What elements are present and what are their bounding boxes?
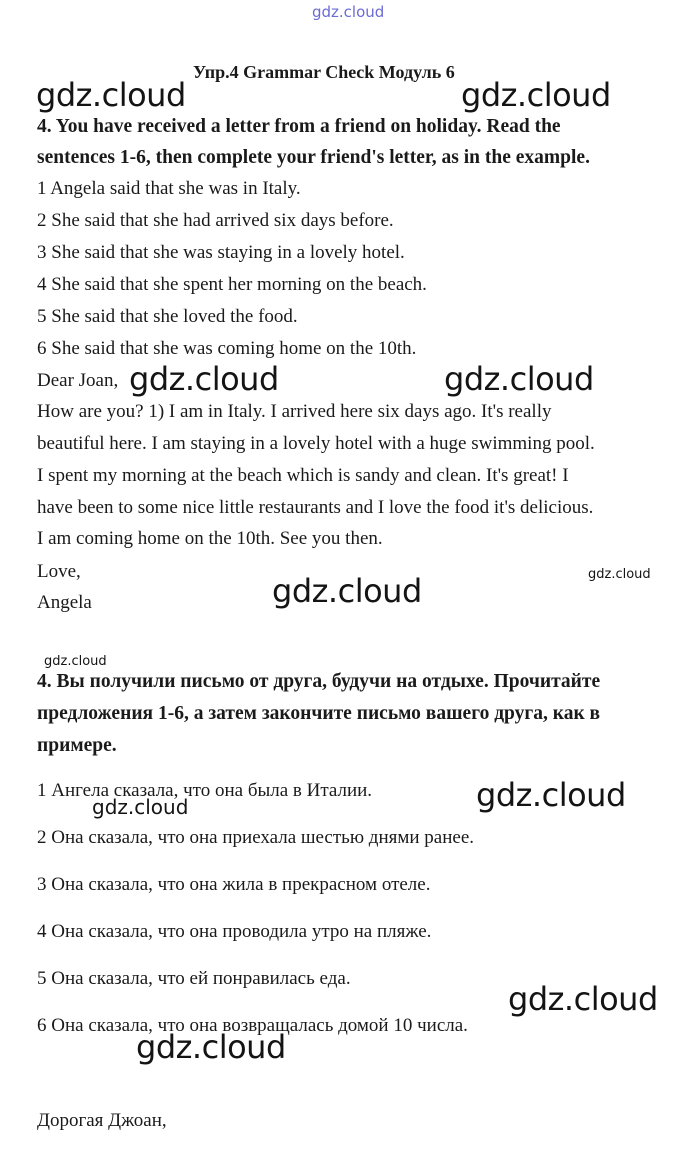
letter-greeting: Dear Joan, [37, 370, 119, 391]
english-instruction-line: sentences 1-6, then complete your friend's letter, as in the example. [37, 147, 590, 168]
watermark: gdz.cloud [272, 572, 422, 610]
watermark-small: gdz.cloud [44, 654, 107, 669]
letter-closing: Love, [37, 561, 81, 582]
russian-sentence: 2 Она сказала, что она приехала шестью днями ранее. [37, 827, 475, 848]
watermark: gdz.cloud [461, 76, 611, 114]
russian-instruction-line: 4. Вы получили письмо от друга, будучи на отдыхе. Прочитайте [37, 671, 601, 692]
english-sentence: 5 She said that she loved the food. [37, 306, 298, 327]
watermark: gdz.cloud [444, 360, 594, 398]
russian-sentence: 4 Она сказала, что она проводила утро на пляже. [37, 921, 432, 942]
letter-line: How are you? 1) I am in Italy. I arrived here six days ago. It's really [37, 401, 552, 422]
english-sentence: 3 She said that she was staying in a lovely hotel. [37, 242, 405, 263]
english-instruction-line: 4. You have received a letter from a friend on holiday. Read the [37, 116, 561, 137]
english-sentence: 1 Angela said that she was in Italy. [37, 178, 301, 199]
watermark: gdz.cloud [136, 1028, 286, 1066]
russian-sentence: 3 Она сказала, что она жила в прекрасном отеле. [37, 874, 431, 895]
russian-sentence: 5 Она сказала, что ей понравилась еда. [37, 968, 351, 989]
letter-line: beautiful here. I am staying in a lovely hotel with a huge swimming pool. [37, 433, 595, 454]
watermark-small: gdz.cloud [92, 795, 189, 819]
russian-sentence: 1 Ангела сказала, что она была в Италии. [37, 780, 373, 801]
watermark: gdz.cloud [36, 76, 186, 114]
russian-instruction-line: предложения 1-6, а затем закончите письмо вашего друга, как в [37, 703, 601, 724]
watermark: gdz.cloud [476, 776, 626, 814]
letter-line: I am coming home on the 10th. See you then. [37, 528, 383, 549]
watermark-top: gdz.cloud [312, 3, 385, 21]
english-sentence: 2 She said that she had arrived six days before. [37, 210, 394, 231]
letter-line: have been to some nice little restaurants and I love the food it's delicious. [37, 497, 594, 518]
watermark-small: gdz.cloud [588, 567, 651, 582]
english-sentence: 6 She said that she was coming home on the 10th. [37, 338, 417, 359]
russian-instruction-line: примере. [37, 735, 117, 756]
russian-sentence: 6 Она сказала, что она возвращалась домой 10 числа. [37, 1015, 468, 1036]
english-sentence: 4 She said that she spent her morning on the beach. [37, 274, 427, 295]
letter-signature: Angela [37, 592, 92, 613]
page-title: Упр.4 Grammar Check Модуль 6 [193, 62, 455, 82]
russian-letter-greeting: Дорогая Джоан, [37, 1110, 167, 1131]
watermark: gdz.cloud [129, 360, 279, 398]
watermark: gdz.cloud [508, 980, 658, 1018]
letter-line: I spent my morning at the beach which is sandy and clean. It's great! I [37, 465, 569, 486]
